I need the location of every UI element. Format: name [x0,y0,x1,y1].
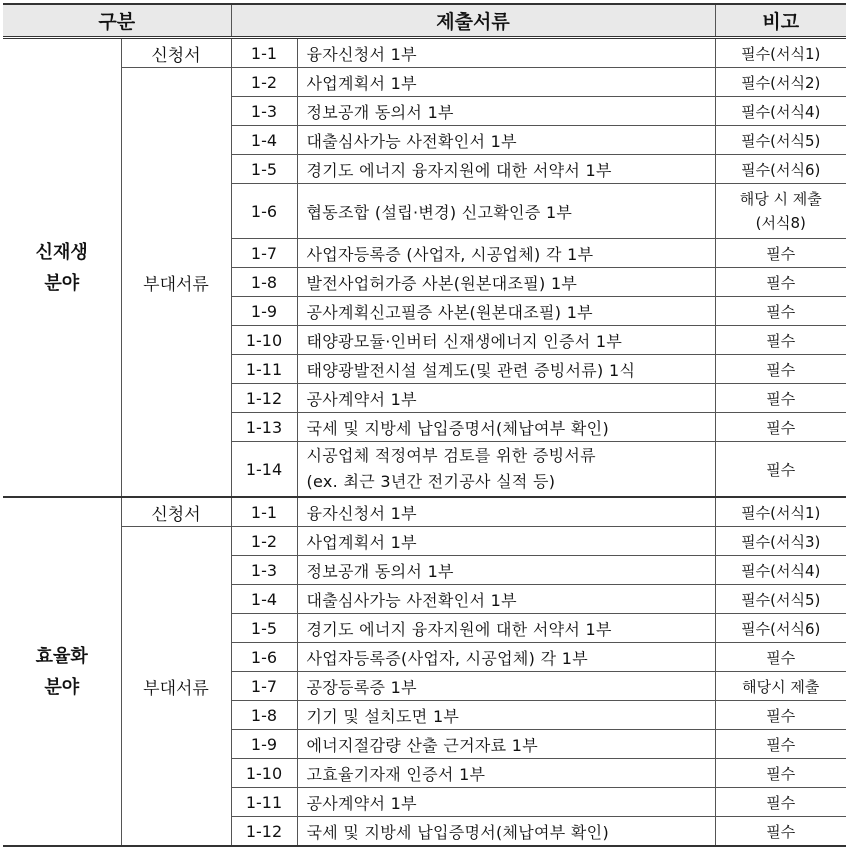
document-name: 태양광발전시설 설계도(및 관련 증빙서류) 1식 [297,355,715,384]
item-number: 1-7 [231,672,297,701]
remark: 필수(서식6) [715,614,846,643]
document-name: 사업계획서 1부 [297,527,715,556]
remark: 필수 [715,297,846,326]
remark: 필수(서식4) [715,556,846,585]
item-number: 1-1 [231,38,297,68]
item-number: 1-12 [231,384,297,413]
remark: 필수(서식5) [715,126,846,155]
document-name: 정보공개 동의서 1부 [297,556,715,585]
remark: 필수(서식1) [715,38,846,68]
document-name: 사업자등록증(사업자, 시공업체) 각 1부 [297,643,715,672]
document-name: 대출심사가능 사전확인서 1부 [297,585,715,614]
item-number: 1-5 [231,614,297,643]
table-row [3,38,846,68]
remark: 필수(서식5) [715,585,846,614]
remark: 해당 시 제출 (서식8) [715,184,846,239]
remark: 필수 [715,413,846,442]
remark: 필수(서식3) [715,527,846,556]
document-name: 경기도 에너지 융자지원에 대한 서약서 1부 [297,155,715,184]
item-number: 1-10 [231,759,297,788]
item-number: 1-2 [231,527,297,556]
remark: 필수 [715,730,846,759]
item-number: 1-4 [231,126,297,155]
remark: 필수 [715,817,846,847]
item-number: 1-7 [231,239,297,268]
table-row [3,68,846,97]
document-name: 발전사업허가증 사본(원본대조필) 1부 [297,268,715,297]
document-name: 기기 및 설치도면 1부 [297,701,715,730]
document-name: 융자신청서 1부 [297,38,715,68]
remark: 필수 [715,788,846,817]
document-name: 태양광모듈·인버터 신재생에너지 인증서 1부 [297,326,715,355]
document-name: 고효율기자재 인증서 1부 [297,759,715,788]
item-number: 1-8 [231,701,297,730]
item-number: 1-13 [231,413,297,442]
remark: 필수 [715,643,846,672]
header-category: 구분 [3,4,231,38]
item-number: 1-9 [231,297,297,326]
section-category-label: 효율화 분야 [3,497,121,846]
document-name: 공사계획신고필증 사본(원본대조필) 1부 [297,297,715,326]
item-number: 1-9 [231,730,297,759]
document-name: 국세 및 지방세 납입증명서(체납여부 확인) [297,413,715,442]
section-efficiency [3,497,846,846]
remark: 해당시 제출 [715,672,846,701]
section-renewable [3,38,846,498]
item-number: 1-6 [231,643,297,672]
table-row [3,497,846,527]
document-name: 정보공개 동의서 1부 [297,97,715,126]
remark: 필수 [715,268,846,297]
item-number: 1-10 [231,326,297,355]
section-category-label: 신재생 분야 [3,38,121,498]
document-name: 국세 및 지방세 납입증명서(체납여부 확인) [297,817,715,847]
document-name: 대출심사가능 사전확인서 1부 [297,126,715,155]
remark: 필수 [715,355,846,384]
item-number: 1-3 [231,97,297,126]
document-name: 공사계약서 1부 [297,384,715,413]
item-number: 1-1 [231,497,297,527]
document-name: 에너지절감량 산출 근거자료 1부 [297,730,715,759]
item-number: 1-12 [231,817,297,847]
remark: 필수 [715,759,846,788]
item-number: 1-8 [231,268,297,297]
header-remarks: 비고 [715,4,846,38]
document-name: 사업계획서 1부 [297,68,715,97]
item-number: 1-4 [231,585,297,614]
item-number: 1-2 [231,68,297,97]
remark: 필수 [715,326,846,355]
remark: 필수(서식4) [715,97,846,126]
remark: 필수(서식1) [715,497,846,527]
header-documents: 제출서류 [231,4,715,38]
application-form-label: 신청서 [121,497,231,527]
remark: 필수(서식6) [715,155,846,184]
document-name: 공사계약서 1부 [297,788,715,817]
item-number: 1-3 [231,556,297,585]
attachments-label: 부대서류 [121,527,231,847]
document-name: 융자신청서 1부 [297,497,715,527]
document-name: 경기도 에너지 융자지원에 대한 서약서 1부 [297,614,715,643]
remark: 필수 [715,239,846,268]
item-number: 1-11 [231,788,297,817]
document-name: 공장등록증 1부 [297,672,715,701]
item-number: 1-11 [231,355,297,384]
application-form-label: 신청서 [121,38,231,68]
remark: 필수 [715,384,846,413]
remark: 필수 [715,442,846,498]
document-name: 협동조합 (설립·변경) 신고확인증 1부 [297,184,715,239]
table-row [3,527,846,556]
table-header-row [3,4,846,38]
document-name: 사업자등록증 (사업자, 시공업체) 각 1부 [297,239,715,268]
remark: 필수(서식2) [715,68,846,97]
document-name: 시공업체 적정여부 검토를 위한 증빙서류 (ex. 최근 3년간 전기공사 실적 등) [297,442,715,498]
item-number: 1-14 [231,442,297,498]
item-number: 1-6 [231,184,297,239]
required-documents-table [3,3,846,847]
item-number: 1-5 [231,155,297,184]
remark: 필수 [715,701,846,730]
attachments-label: 부대서류 [121,68,231,498]
